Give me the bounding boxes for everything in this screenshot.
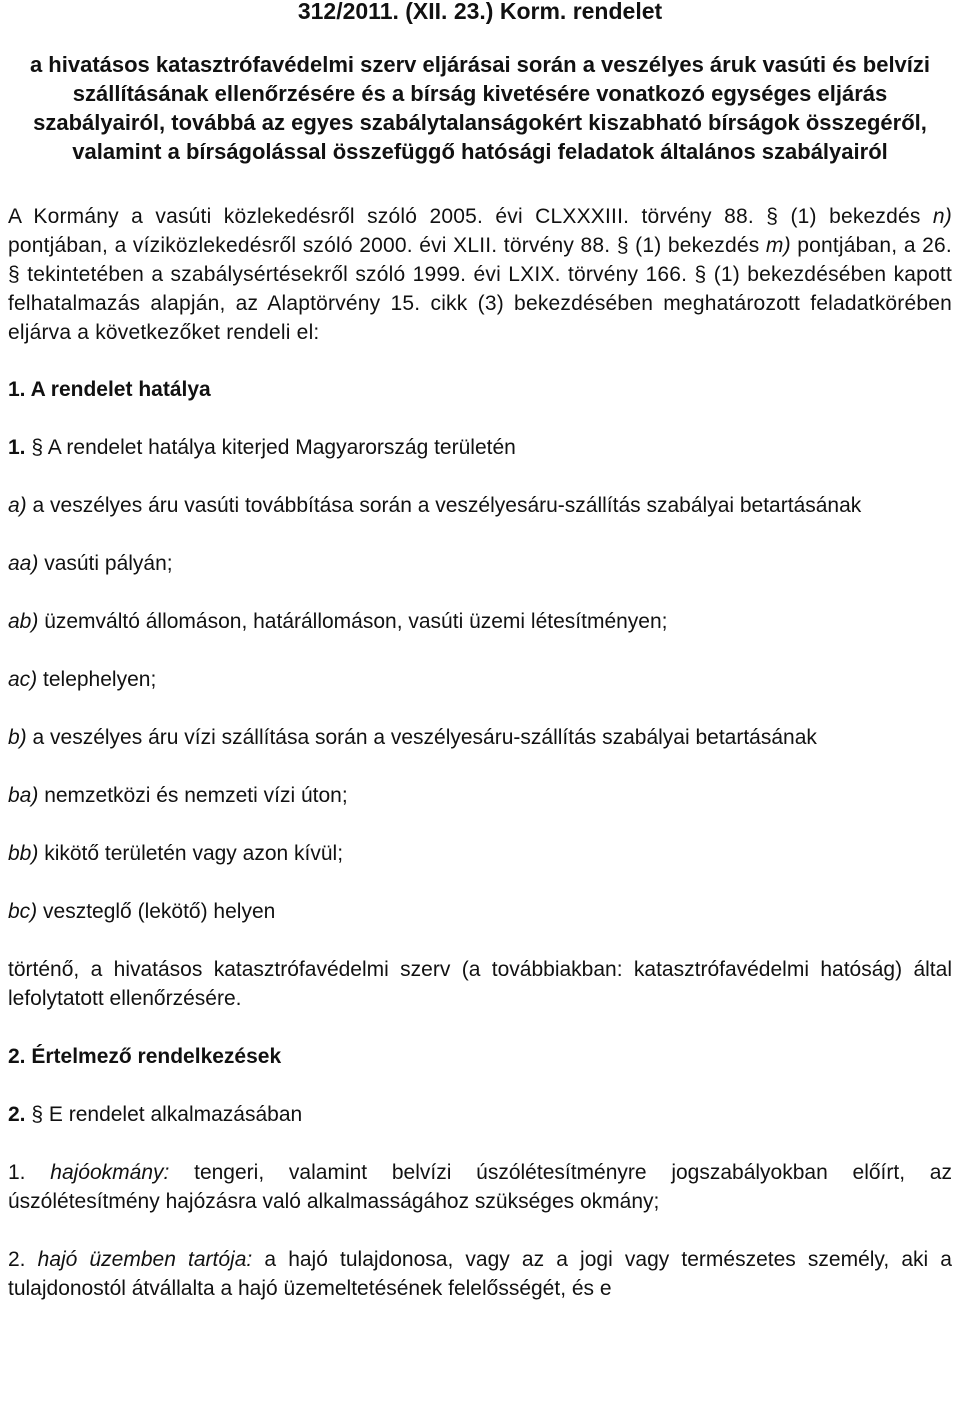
point-ab <box>8 607 952 636</box>
preamble-text-4: (1) bekezdés <box>628 234 766 257</box>
paragraph-2-sign: § <box>31 1103 44 1126</box>
point-b <box>8 723 952 752</box>
preamble-text-5: pontjában, a 26. <box>790 234 952 257</box>
preamble-point-n: n) <box>932 205 952 228</box>
preamble-text-1: A Kormány a vasúti közlekedésről szóló 2005. évi CLXXXIII. törvény 88. <box>8 205 767 228</box>
point-aa-label: aa) <box>8 552 39 575</box>
point-aa-text: vasúti pályán; <box>38 552 173 575</box>
preamble <box>8 202 952 347</box>
point-b-text: a veszélyes áru vízi szállítása során a veszélyesáru-szállítás szabályai betartásának <box>26 726 817 749</box>
document-title: a hivatásos katasztrófavédelmi szerv eljárásai során a veszélyes áruk vasúti és belvízi szállításának ellenőrzésére és a bírság kivetésére vonatkozó egységes eljárás szabályairól, továbbá az egyes szabálytalanságokért kiszabható bírságok összegéről, valamint a bírságolással összefüggő hatósági feladatok általános szabályairól <box>29 52 931 164</box>
section-sign-3: § <box>8 263 20 286</box>
section-sign-4: § <box>694 263 707 286</box>
preamble-text-2: (1) bekezdés <box>778 205 933 228</box>
paragraph-1-sign: § <box>31 436 44 459</box>
paragraph-1-number: 1. <box>8 436 26 459</box>
definition-1 <box>8 1158 952 1216</box>
definition-1-text: tengeri, valamint belvízi úszólétesítményre jogszabályokban előírt, az úszólétesítmény hajózásra való alkalmasságához szükséges okmány; <box>8 1161 952 1213</box>
point-ba-text: nemzetközi és nemzeti vízi úton; <box>38 784 348 807</box>
paragraph-2-text: E rendelet alkalmazásában <box>43 1103 303 1126</box>
point-a-label: a) <box>8 494 27 517</box>
paragraph-1 <box>8 433 952 462</box>
paragraph-2-number: 2. <box>8 1103 26 1126</box>
closing-clause: történő, a hivatásos katasztrófavédelmi szerv (a továbbiakban: katasztrófavédelmi hatóság) által lefolytatott ellenőrzésére. <box>8 958 952 1010</box>
document-number: 312/2011. (XII. 23.) Korm. rendelet <box>297 0 663 24</box>
section-2-heading: 2. Értelmező rendelkezések <box>8 1045 282 1068</box>
point-bc-label: bc) <box>8 900 38 923</box>
point-ac-text: telephelyen; <box>37 668 157 691</box>
definition-1-term: hajóokmány: <box>50 1161 170 1184</box>
preamble-text-7: (1) bekezdésében kapott felhatalmazás alapján, az Alaptörvény 15. cikk (3) bekezdésében meghatározott feladatkörében eljárva a következőket rendeli el: <box>8 263 952 344</box>
section-1-heading: 1. A rendelet hatálya <box>8 378 211 401</box>
point-ac <box>8 665 952 694</box>
point-bb-text: kikötő területén vagy azon kívül; <box>38 842 344 865</box>
point-aa <box>8 549 952 578</box>
definition-1-number: 1. <box>8 1161 51 1184</box>
definition-2-term: hajó üzemben tartója: <box>37 1248 253 1271</box>
point-a <box>8 491 952 520</box>
point-ab-text: üzemváltó állomáson, határállomáson, vasúti üzemi létesítményen; <box>38 610 668 633</box>
preamble-text-6: tekintetében a szabálysértésekről szóló 1999. évi LXIX. törvény 166. <box>19 263 695 286</box>
preamble-text-3: pontjában, a víziközlekedésről szóló 2000. évi XLII. törvény 88. <box>8 234 617 257</box>
point-ba-label: ba) <box>8 784 39 807</box>
section-sign-1: § <box>766 205 779 228</box>
definition-2-text: a hajó tulajdonosa, vagy az a jogi vagy természetes személy, aki a tulajdonostól átvállalta a hajó üzemeltetésének felelősségét, és e <box>8 1248 952 1300</box>
point-ac-label: ac) <box>8 668 38 691</box>
section-sign-2: § <box>616 234 629 257</box>
point-bb <box>8 839 952 868</box>
point-ab-label: ab) <box>8 610 39 633</box>
definition-2-number: 2. <box>8 1248 38 1271</box>
paragraph-1-text: A rendelet hatálya kiterjed Magyarország területén <box>43 436 516 459</box>
preamble-point-m: m) <box>765 234 791 257</box>
point-bb-label: bb) <box>8 842 39 865</box>
definition-2 <box>8 1245 952 1303</box>
point-bc <box>8 897 952 926</box>
point-ba <box>8 781 952 810</box>
point-bc-text: veszteglő (lekötő) helyen <box>37 900 276 923</box>
point-a-text: a veszélyes áru vasúti továbbítása során a veszélyesáru-szállítás szabályai betartásának <box>26 494 862 517</box>
paragraph-2 <box>8 1100 952 1129</box>
point-b-label: b) <box>8 726 27 749</box>
